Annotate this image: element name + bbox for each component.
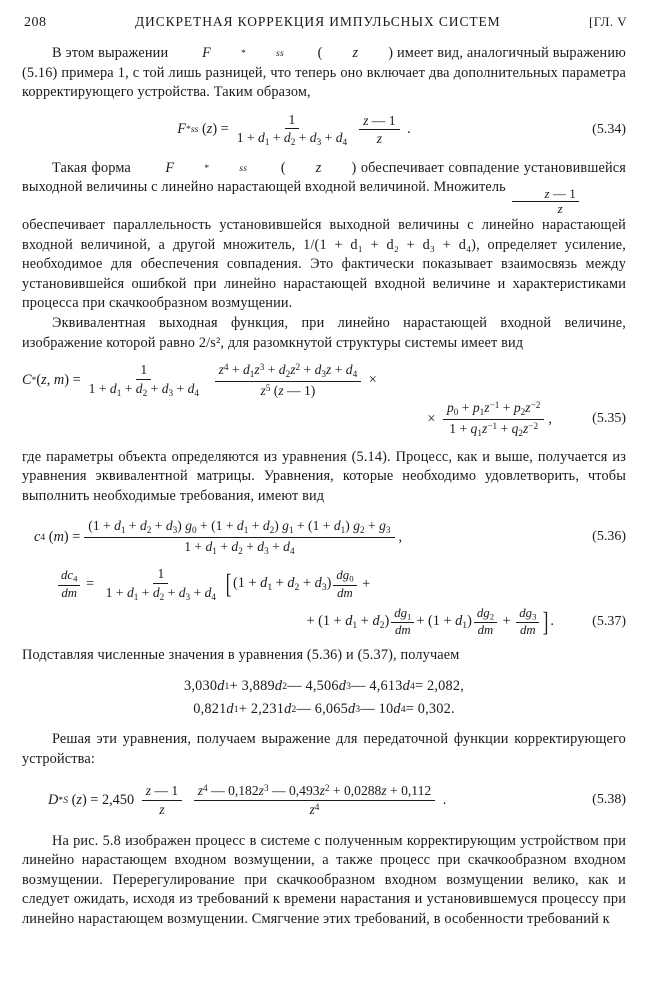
eq538-fraction-2 bbox=[194, 783, 435, 818]
eq537-t1den: dm bbox=[337, 585, 353, 600]
eq537-t2den: dm bbox=[394, 623, 411, 638]
equation-5-37-line2 bbox=[22, 606, 626, 637]
eq535-f2num: $z^4 + d_1z^3 + d_2z^2 + d_3z + d_4$ bbox=[215, 362, 362, 382]
eq536-num: $(1 + d_1 + d_2 + d_3)$ $g_0 + (1 + d_1 + d_2) g_1 + (1 + d_1) g_2 + g_3$ bbox=[84, 518, 394, 537]
eq537-term4-fraction bbox=[516, 606, 539, 637]
running-title: ДИСКРЕТНАЯ КОРРЕКЦИЯ ИМПУЛЬСНЫХ СИСТЕМ bbox=[134, 14, 501, 29]
page-number: 208 bbox=[24, 15, 47, 30]
paragraph-2: Такая форма F * ss ( z ) обеспечивает совпадение установившейся выходной величины с линейно нарастающей входной величиной. Множитель $\frac{z — 1}{z}$ bbox=[22, 159, 626, 216]
inline-frac-den: z bbox=[557, 201, 563, 216]
eq538-f1den: z bbox=[159, 801, 165, 817]
equation-5-34: F * ss ( z ) = $\frac{1}{1 + d_1 + d_2 + d_3 + d_4}$ $\frac{z — 1}{z}$ . (5.34) bbox=[177, 111, 626, 148]
eq534-f2den: z bbox=[376, 131, 382, 147]
eq537-tail: . bbox=[550, 613, 554, 630]
equation-5-36: c 4 ( m ) = $\frac{(1 + d_1 + d_2 + d_3) g_0 + (1 + d_1 + d_2) g_1 + (1 + d_1) g_2 + g_3}{1 + d_1 + d_2 + d_3 + d_4}$ , (5.36) bbox=[34, 518, 626, 556]
inline-fraction-z bbox=[512, 187, 579, 216]
paragraph-6: Решая эти уравнения, получаем выражение для передаточной функции корректирующего устройства: bbox=[22, 730, 626, 767]
inline-math-fss: F * ss ( z ) bbox=[202, 45, 394, 61]
equation-5-35-line2 bbox=[22, 400, 626, 438]
eq537-plus2: + bbox=[502, 613, 511, 630]
eq535-f3num: $p_0 + p_1z^{-1} + p_2z^{-2}$ bbox=[443, 400, 544, 420]
eq537-t4den: dm bbox=[520, 623, 536, 638]
fraction-2 bbox=[359, 113, 399, 147]
equation-number-5-34: (5.34) bbox=[592, 121, 626, 137]
numeric-equation-2: 0,821 d 1 + 2,231 d 2 — 6,065 d 3 — 10 d 4 = 0,302. bbox=[193, 700, 455, 717]
eq536-tail: , bbox=[398, 528, 403, 545]
eq534-den: $1 + d_1 + d_2 + d_3 + d_4$ bbox=[236, 130, 348, 148]
eq538-f2num: $z^4$ — $0,182z^3$ — $0,493z^2 + 0,0288z + 0,112$ bbox=[194, 783, 435, 801]
eq537-lhs-fraction bbox=[58, 568, 80, 599]
eq538-f1num: z — 1 bbox=[142, 783, 182, 801]
paragraph-2-cont: обеспечивает параллельность установившейся выходной величины с линейно нарастающей входной величиной, а другой множитель, 1/(1 + d₁ + d₂ + d₃ + d₄), определяет усиление, необходимое для обеспечения совпадения. Это фактически показывает взаимосвязь между установившейся ошибкой при линейно нарастающей входной величине и характеристиками процесса при скачкообразном возмущении. bbox=[22, 216, 626, 312]
eq537-t3den: dm bbox=[477, 623, 494, 638]
fraction-1: $\frac{1}{1 + d_1 + d_2 + d_3 + d_4}$ bbox=[233, 112, 351, 148]
equation-5-38: D * S ( z ) = 2,450 $\frac{z — 1}{z}$ $\frac{z^4 — 0,182z^3 — 0,493z^2 + 0,0288z + 0,112}{z^4}$ . (5.38) bbox=[48, 783, 626, 818]
eq535-times-2: × bbox=[427, 410, 436, 427]
eq537-lhs-den: dm bbox=[61, 585, 78, 600]
eq535-fraction-2 bbox=[215, 362, 362, 398]
equation-number-5-35: (5.35) bbox=[592, 411, 626, 427]
eq537-t2num: $dg_1$ bbox=[391, 606, 414, 623]
eq534-f2num: z — 1 bbox=[359, 113, 399, 131]
eq538-f2den: $z^4$ bbox=[309, 801, 320, 818]
eq535-times-1: × bbox=[368, 371, 377, 388]
eq537-t3num: $dg_2$ bbox=[474, 606, 497, 623]
eq536-fraction bbox=[84, 518, 394, 556]
eq537-bracket-open: [ bbox=[225, 568, 232, 599]
equation-number-5-36: (5.36) bbox=[592, 529, 626, 545]
page-body bbox=[22, 44, 626, 930]
equation-5-37-line1 bbox=[22, 566, 626, 602]
eq535-f1den: $1 + d_1 + d_2 + d_3 + d_4$ bbox=[88, 380, 199, 398]
eq537-t4num: $dg_3$ bbox=[516, 606, 539, 623]
paragraph-1: В этом выражении F * ss ( z ) имеет вид, аналогичный выражению (5.16) примера 1, с той лишь разницей, что теперь оно включает два дополнительных параметра корректирующего устройства. Таким образом, bbox=[22, 45, 626, 101]
paragraph-3: Эквивалентная выходная функция, при линейно нарастающей входной величине, изображение которой равно 2/s², для разомкнутой структуры системы имеет вид bbox=[22, 314, 626, 351]
numeric-equation-1: 3,030 d 1 + 3,889 d 2 — 4,506 d 3 — 4,613 d 4 = 2,082, bbox=[184, 677, 464, 694]
eq537-eq: = bbox=[86, 575, 95, 592]
equation-number-5-38: (5.38) bbox=[592, 792, 626, 808]
inline-frac-num: z — 1 bbox=[512, 187, 579, 202]
eq535-fraction-1: $\frac{1}{1 + d_1 + d_2 + d_3 + d_4}$ bbox=[85, 362, 203, 398]
eq537-term3-fraction bbox=[474, 606, 497, 637]
eq537-fraction-main: $\frac{1}{1 + d_1 + d_2 + d_3 + d_4}$ bbox=[102, 566, 220, 602]
eq537-main-den: $1 + d_1 + d_2 + d_3 + d_4$ bbox=[105, 584, 217, 602]
eq537-t1num: $dg_0$ bbox=[333, 568, 356, 585]
eq535-f2den: $z^5$ (z — 1) bbox=[260, 382, 316, 398]
page-header bbox=[24, 14, 627, 31]
eq535-f3den: $1 + q_1z^{-1} + q_2z^{-2}$ bbox=[449, 420, 539, 438]
eq537-bracket-close: ] bbox=[543, 606, 549, 637]
eq537-plus1: + bbox=[362, 575, 371, 592]
paragraph-5: Подставляя численные значения в уравнения (5.36) и (5.37), получаем bbox=[22, 647, 460, 664]
equation-5-35-line1: C * ( z , m ) = $\frac{1}{1 + d_1 + d_2 + d_3 + d_4}$ $\frac{z^4 + d_1z^3 + d_2z^2 + d_3z + d_4}{z^5 (z — 1)}$ × bbox=[22, 362, 377, 398]
eq537-term3: + $(1 + d_1)$ bbox=[416, 612, 472, 631]
paragraph-4: где параметры объекта определяются из уравнения (5.14). Процесс, как и выше, получается из уравнения эквивалентной матрицы. Уравнения, которые необходимо удовлетворить, чтобы выполнить необходимые требования, имеют вид bbox=[22, 448, 626, 504]
eq537-term1: $(1 + d_1 + d_2 + d_3)$ bbox=[233, 575, 332, 594]
paragraph-7: На рис. 5.8 изображен процесс в системе с полученным корректирующим устройством при линейно нарастающем входном возмущении, а также процесс при скачкообразном входном возмущении. Перерегулирование при скачкообразном входном возмущении велико, как и следует ожидать, исходя из требований к времени нарастания и установившемуся процессу при линейно нарастающем возмущении. Смягчение этих требований, в особенности требований к bbox=[22, 832, 626, 928]
eq537-term1-fraction bbox=[333, 568, 356, 599]
eq535-fraction-3 bbox=[443, 400, 544, 438]
eq537-term2-fraction bbox=[391, 606, 414, 637]
eq537-lhs-num: $dc_4$ bbox=[58, 568, 80, 585]
eq538-fraction-1 bbox=[142, 783, 182, 817]
inline-math-fss-2: F * ss ( z ) bbox=[165, 159, 357, 176]
chapter-marker: [ГЛ. V bbox=[589, 14, 627, 29]
eq535-tail: , bbox=[548, 410, 552, 427]
eq537-term2: + $(1 + d_1 + d_2)$ bbox=[306, 612, 390, 631]
equation-number-5-37: (5.37) bbox=[592, 613, 626, 629]
eq536-den: $1 + d_1 + d_2 + d_3 + d_4$ bbox=[184, 538, 295, 556]
eq538-tail: . bbox=[442, 791, 447, 808]
